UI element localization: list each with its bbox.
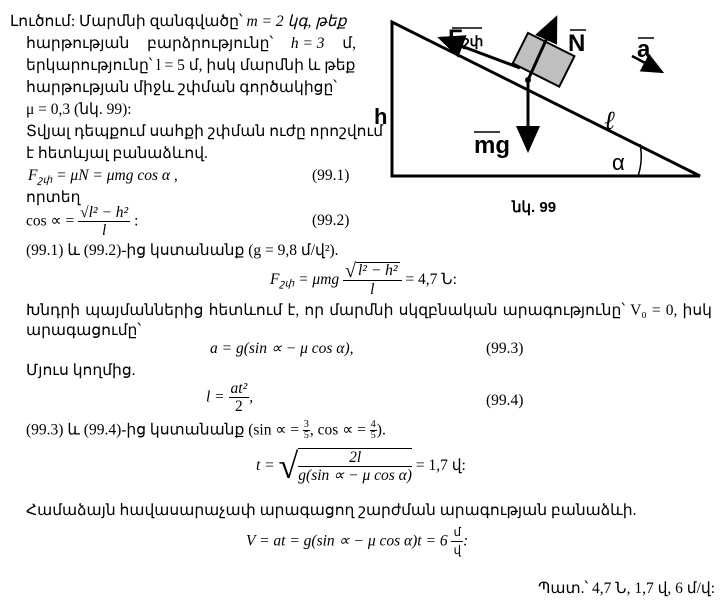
equation-99-2: cos ∝ = $\frac{\text{√l² − h²}}{l}$ : xyxy=(26,204,139,239)
equation-label: (99.2) xyxy=(312,212,350,229)
text-line: է հետևյալ բանաձևով. xyxy=(26,145,208,162)
friction-label: Fշփ xyxy=(448,25,484,52)
length-label: ℓ xyxy=(604,106,615,135)
angle-arc xyxy=(638,144,641,176)
equation-label: (99.4) xyxy=(486,392,524,409)
text-line: արագացումը՝ xyxy=(26,322,142,339)
equation-label: (99.1) xyxy=(312,167,350,184)
text-line: (99.3) և (99.4)-ից կստանանք (sin ∝ = $\frac{3}{5}$ , cos ∝ = $\frac{4}{5}$ ). xyxy=(26,419,386,441)
block xyxy=(513,33,575,87)
acceleration-label: a xyxy=(637,36,651,63)
normal-label: N xyxy=(568,30,586,57)
equation-99-3: a = g(sin ∝ − μ cos α), xyxy=(210,340,354,357)
height-label: h xyxy=(374,104,388,129)
text-line: Մյուս կողմից. xyxy=(26,362,136,379)
equation-force: $F_{շփ} = \mu mg$ $\frac{\text{√ l² − h²}}{l}$ = 4,7 Ն: xyxy=(270,260,457,298)
mg-label: mg xyxy=(474,132,510,159)
text-line: Խնդրի պայմաններից հետևում է, որ մարմնի սկզբնական արագությունը՝ V₀ = 0, իսկ xyxy=(26,302,712,319)
equation-time: t = √ $\frac{2l}{\text{g(sin ∝ − μ cos α)}}$ = 1,7 վ: xyxy=(256,446,466,486)
text-line: հարթության բարձրությունը՝ h = 3 մ, xyxy=(26,35,356,52)
text-line: Տվյալ դեպքում սահքի շփման ուժը որոշվում xyxy=(26,123,384,140)
text-line: μ = 0,3 (նկ. 99): xyxy=(26,101,132,118)
text-line: Լուծում: Մարմնի զանգվածը՝ m = 2 կգ, թեք xyxy=(10,13,347,30)
text-line: Համաձայն հավասարաչափ արագացող շարժման արագության բանաձևի. xyxy=(26,502,637,519)
text-line: որտեղ xyxy=(26,189,81,206)
answer-line: Պատ.՝ 4,7 Ն, 1,7 վ, 6 մ/վ: xyxy=(538,580,716,597)
equation-99-4: l = $\frac{\text{at²}}{2}$ , xyxy=(206,380,254,415)
alpha-label: α xyxy=(612,150,625,175)
equation-label: (99.3) xyxy=(486,340,524,357)
inclined-plane-figure xyxy=(370,10,720,190)
figure-caption: նկ. 99 xyxy=(512,199,557,216)
text-line: (99.1) և (99.2)-ից կստանանք (g = 9,8 մ/վ²). xyxy=(26,242,339,259)
text-line: հարթության միջև շփման գործակիցը՝ xyxy=(26,79,337,96)
equation-velocity: V = at = g(sin ∝ − μ cos α)t = 6 $\frac{\text{մ}}{\text{վ}}$ : xyxy=(246,525,469,557)
text-line: երկարությունը՝ l = 5 մ, իսկ մարմնի և թեք xyxy=(26,57,356,74)
equation-99-1: $F_{շփ} = \mu N = \mu mg$ cos α , xyxy=(28,167,178,186)
